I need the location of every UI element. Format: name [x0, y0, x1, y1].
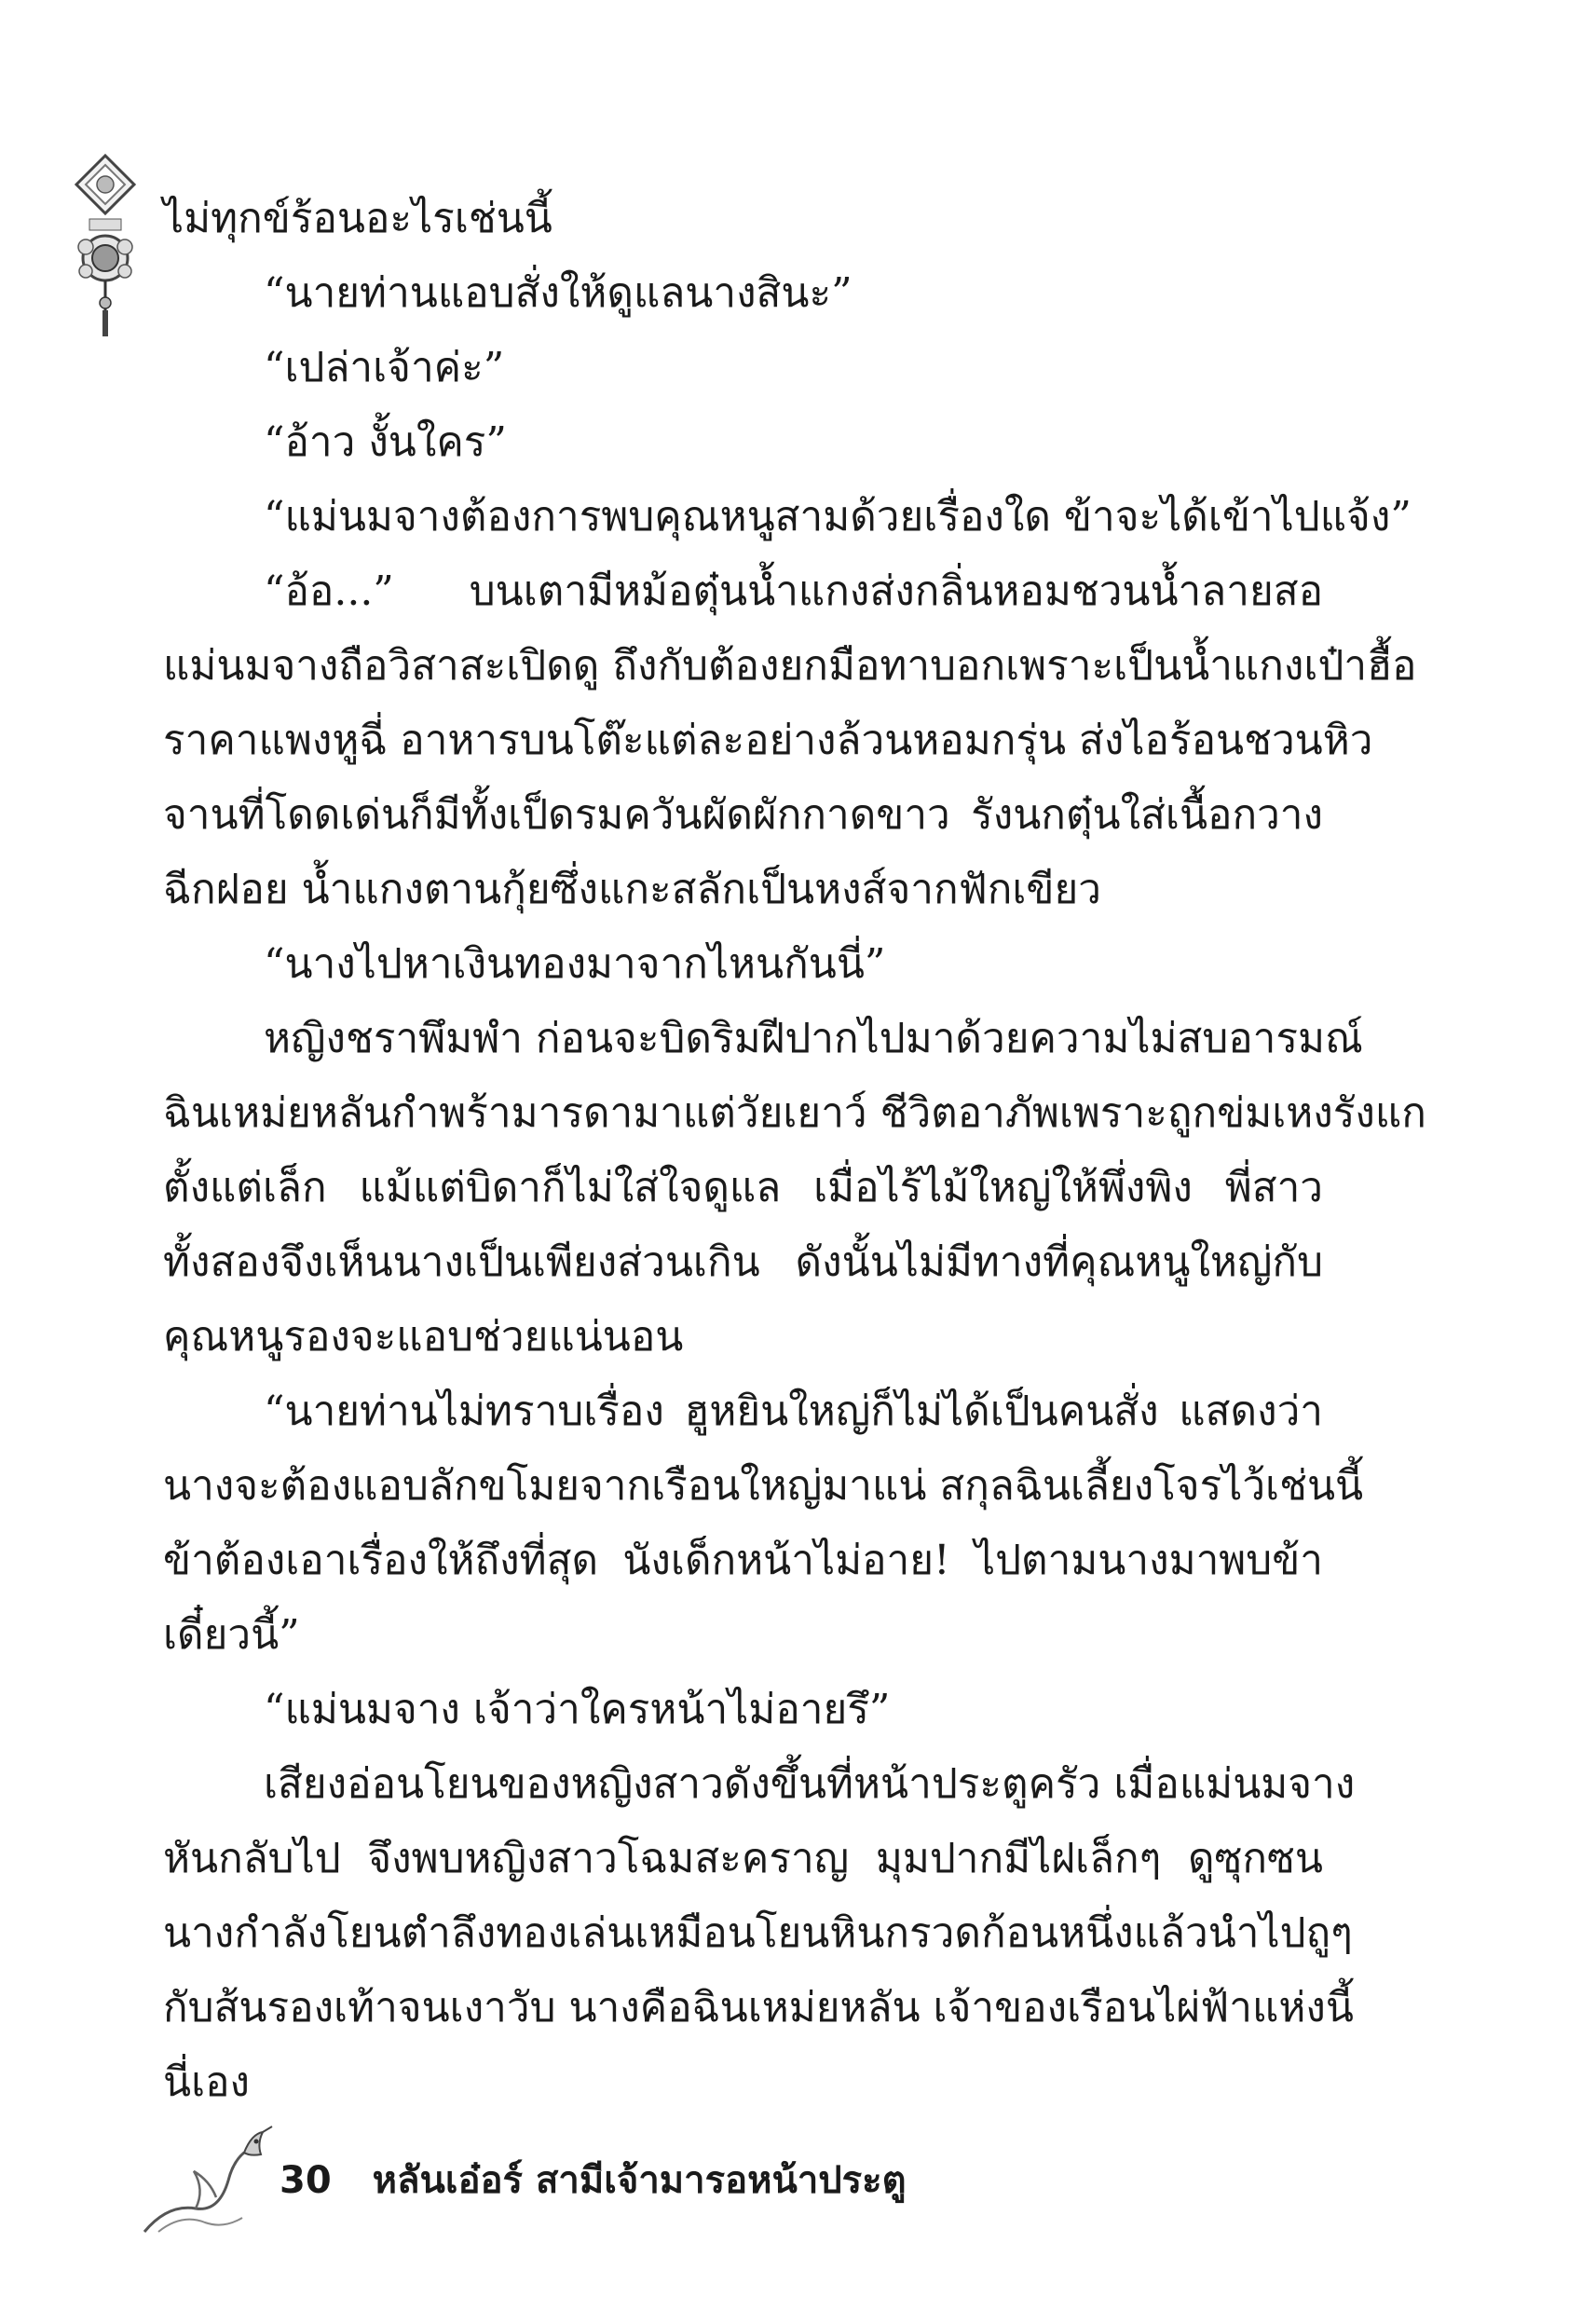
- bird-sketch-icon: [140, 2115, 280, 2236]
- text-line: “อ้อ...” บนเตามีหม้อตุ๋นน้ำแกงส่งกลิ่นหอมชวนน้ำลายสอ: [264, 567, 1323, 615]
- text-line: เดี๋ยวนี้”: [163, 1611, 300, 1659]
- text-line: ราคาแพงหูฉี่ อาหารบนโต๊ะแต่ละอย่างล้วนหอมกรุ่น ส่งไอร้อนชวนหิว: [163, 717, 1373, 764]
- text-line: นี่เอง: [163, 2058, 251, 2106]
- text-line: หญิงชราพึมพำ ก่อนจะบิดริมฝีปากไปมาด้วยความไม่สบอารมณ์: [264, 1015, 1363, 1062]
- text-line: “นายท่านไม่ทราบเรื่อง ฮูหยินใหญ่ก็ไม่ได้เป็นคนสั่ง แสดงว่า: [264, 1388, 1323, 1435]
- text-line: ตั้งแต่เล็ก แม้แต่บิดาก็ไม่ใส่ใจดูแล เมื่อไร้ไม้ใหญ่ให้พึ่งพิง พี่สาว: [163, 1164, 1323, 1211]
- text-line: “อ้าว งั้นใคร”: [264, 418, 507, 466]
- page-body: [163, 191, 1426, 2106]
- running-footer: [280, 2153, 907, 2208]
- text-line: “เปล่าเจ้าค่ะ”: [264, 344, 505, 391]
- text-line: คุณหนูรองจะแอบช่วยแน่นอน: [163, 1313, 684, 1361]
- text-line: “แม่นมจาง เจ้าว่าใครหน้าไม่อายรึ”: [264, 1686, 891, 1733]
- text-line: “นางไปหาเงินทองมาจากไหนกันนี่”: [264, 940, 886, 988]
- text-line: ฉินเหม่ยหลันกำพร้ามารดามาแต่วัยเยาว์ ชีวิตอาภัพเพราะถูกข่มเหงรังแก: [163, 1089, 1426, 1137]
- text-line: ไม่ทุกข์ร้อนอะไรเช่นนี้: [163, 195, 552, 242]
- text-line: ข้าต้องเอาเรื่องให้ถึงที่สุด นังเด็กหน้าไม่อาย! ไปตามนางมาพบข้า: [163, 1537, 1323, 1584]
- text-line: “แม่นมจางต้องการพบคุณหนูสามด้วยเรื่องใด ข้าจะได้เข้าไปแจ้ง”: [264, 493, 1412, 540]
- text-line: นางจะต้องแอบลักขโมยจากเรือนใหญ่มาแน่ สกุลฉินเลี้ยงโจรไว้เช่นนี้: [163, 1462, 1364, 1510]
- text-line: ทั้งสองจึงเห็นนางเป็นเพียงส่วนเกิน ดังนั้นไม่มีทางที่คุณหนูใหญ่กับ: [163, 1238, 1323, 1286]
- text-line: กับส้นรองเท้าจนเงาวับ นางคือฉินเหม่ยหลัน เจ้าของเรือนไผ่ฟ้าแห่งนี้: [163, 1984, 1354, 2031]
- text-line: จานที่โดดเด่นก็มีทั้งเป็ดรมควันผัดผักกาดขาว รังนกตุ๋นใส่เนื้อกวาง: [163, 791, 1323, 839]
- page-number: 30: [280, 2159, 332, 2202]
- text-line: แม่นมจางถือวิสาสะเปิดดู ถึงกับต้องยกมือทาบอกเพราะเป็นน้ำแกงเป๋าฮื้อ: [163, 642, 1417, 690]
- ornament-emblem-icon: [73, 154, 138, 340]
- text-line: หันกลับไป จึงพบหญิงสาวโฉมสะคราญ มุมปากมีไฝเล็กๆ ดูซุกซน: [163, 1835, 1323, 1882]
- text-line: ฉีกฝอย น้ำแกงตานกุ้ยซึ่งแกะสลักเป็นหงส์จากฟักเขียว: [163, 866, 1101, 913]
- text-line: “นายท่านแอบสั่งให้ดูแลนางสินะ”: [264, 269, 853, 317]
- page-footer: [140, 2115, 978, 2236]
- book-title: หลันเอ๋อร์ สามีเจ้ามารอหน้าประตู: [372, 2159, 907, 2202]
- text-line: เสียงอ่อนโยนของหญิงสาวดังขึ้นที่หน้าประตูครัว เมื่อแม่นมจาง: [264, 1760, 1356, 1808]
- text-line: นางกำลังโยนตำลึงทองเล่นเหมือนโยนหินกรวดก้อนหนึ่งแล้วนำไปถูๆ: [163, 1909, 1353, 1957]
